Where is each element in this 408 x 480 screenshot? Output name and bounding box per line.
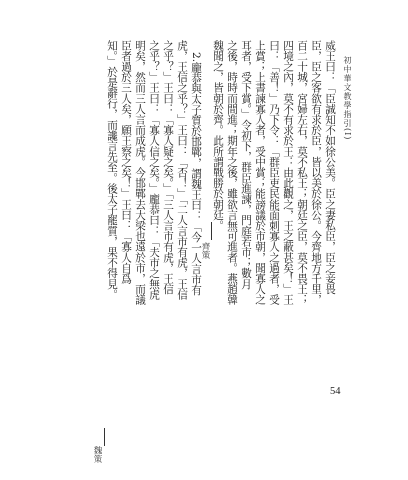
- text-column: 威王曰：「臣誠知不如徐公美。臣之妻私臣，臣之妾畏: [324, 40, 336, 295]
- attribution-rule: [104, 428, 105, 446]
- running-header: 初中華文教學指引(I): [343, 56, 352, 141]
- text-column: 曰：「善！」乃下令：「群臣吏民能面刺寡人之過者，受: [268, 40, 280, 305]
- text-column: 之乎？」王曰：「寡人信之矣。」龐恭曰：「夫市之無虎: [148, 40, 160, 300]
- text-column: 耳者，受下賞。」令初下，群臣進諫，門庭若市；數月: [240, 40, 252, 290]
- text-column: 知。」於是辭行，而讒言先至。後太子罷質，果不得見。: [106, 40, 118, 300]
- text-column: 2.龐恭與太子質於邯鄲，謂魏王曰：「今一人言市有: [190, 52, 202, 296]
- text-column: 上賞；上書諫寡人者，受中賞；能謗議於市朝，聞寡人之: [254, 40, 266, 305]
- text-column: 之乎？」王曰：「寡人疑之矣。」「三人言市有虎，王信: [162, 40, 174, 295]
- text-column: 明矣，然而三人言而成虎。今邯鄲去大梁也遠於市，而議: [134, 40, 146, 305]
- text-column: 臣，臣之客欲有求於臣，皆以美於徐公。今齊地方千里，: [310, 40, 322, 305]
- text-column: 百二十城，宮婦左右，莫不私王；朝廷之臣，莫不畏王；: [296, 40, 308, 305]
- text-column: 虎，王信之乎？」王曰：「否！」「二人言市有虎，王信: [176, 40, 188, 300]
- text-column: 臣者過於三人矣，願王察之矣！」王曰：「寡人自爲: [120, 40, 132, 284]
- attribution: 魏策: [92, 446, 102, 463]
- attribution: 齊策: [200, 242, 210, 259]
- attribution-rule: [211, 222, 212, 240]
- text-column: 魏聞之，皆朝於齊。此所謂戰勝於朝廷。: [212, 40, 224, 231]
- text-column: 四境之內，莫不有求於王：由此觀之，王之蔽甚矣！」王: [282, 40, 294, 305]
- page-number: 54: [330, 386, 341, 397]
- text-column: 之後，時時而間進；期年之後，雖欲言無可進者。燕趙韓: [226, 40, 238, 305]
